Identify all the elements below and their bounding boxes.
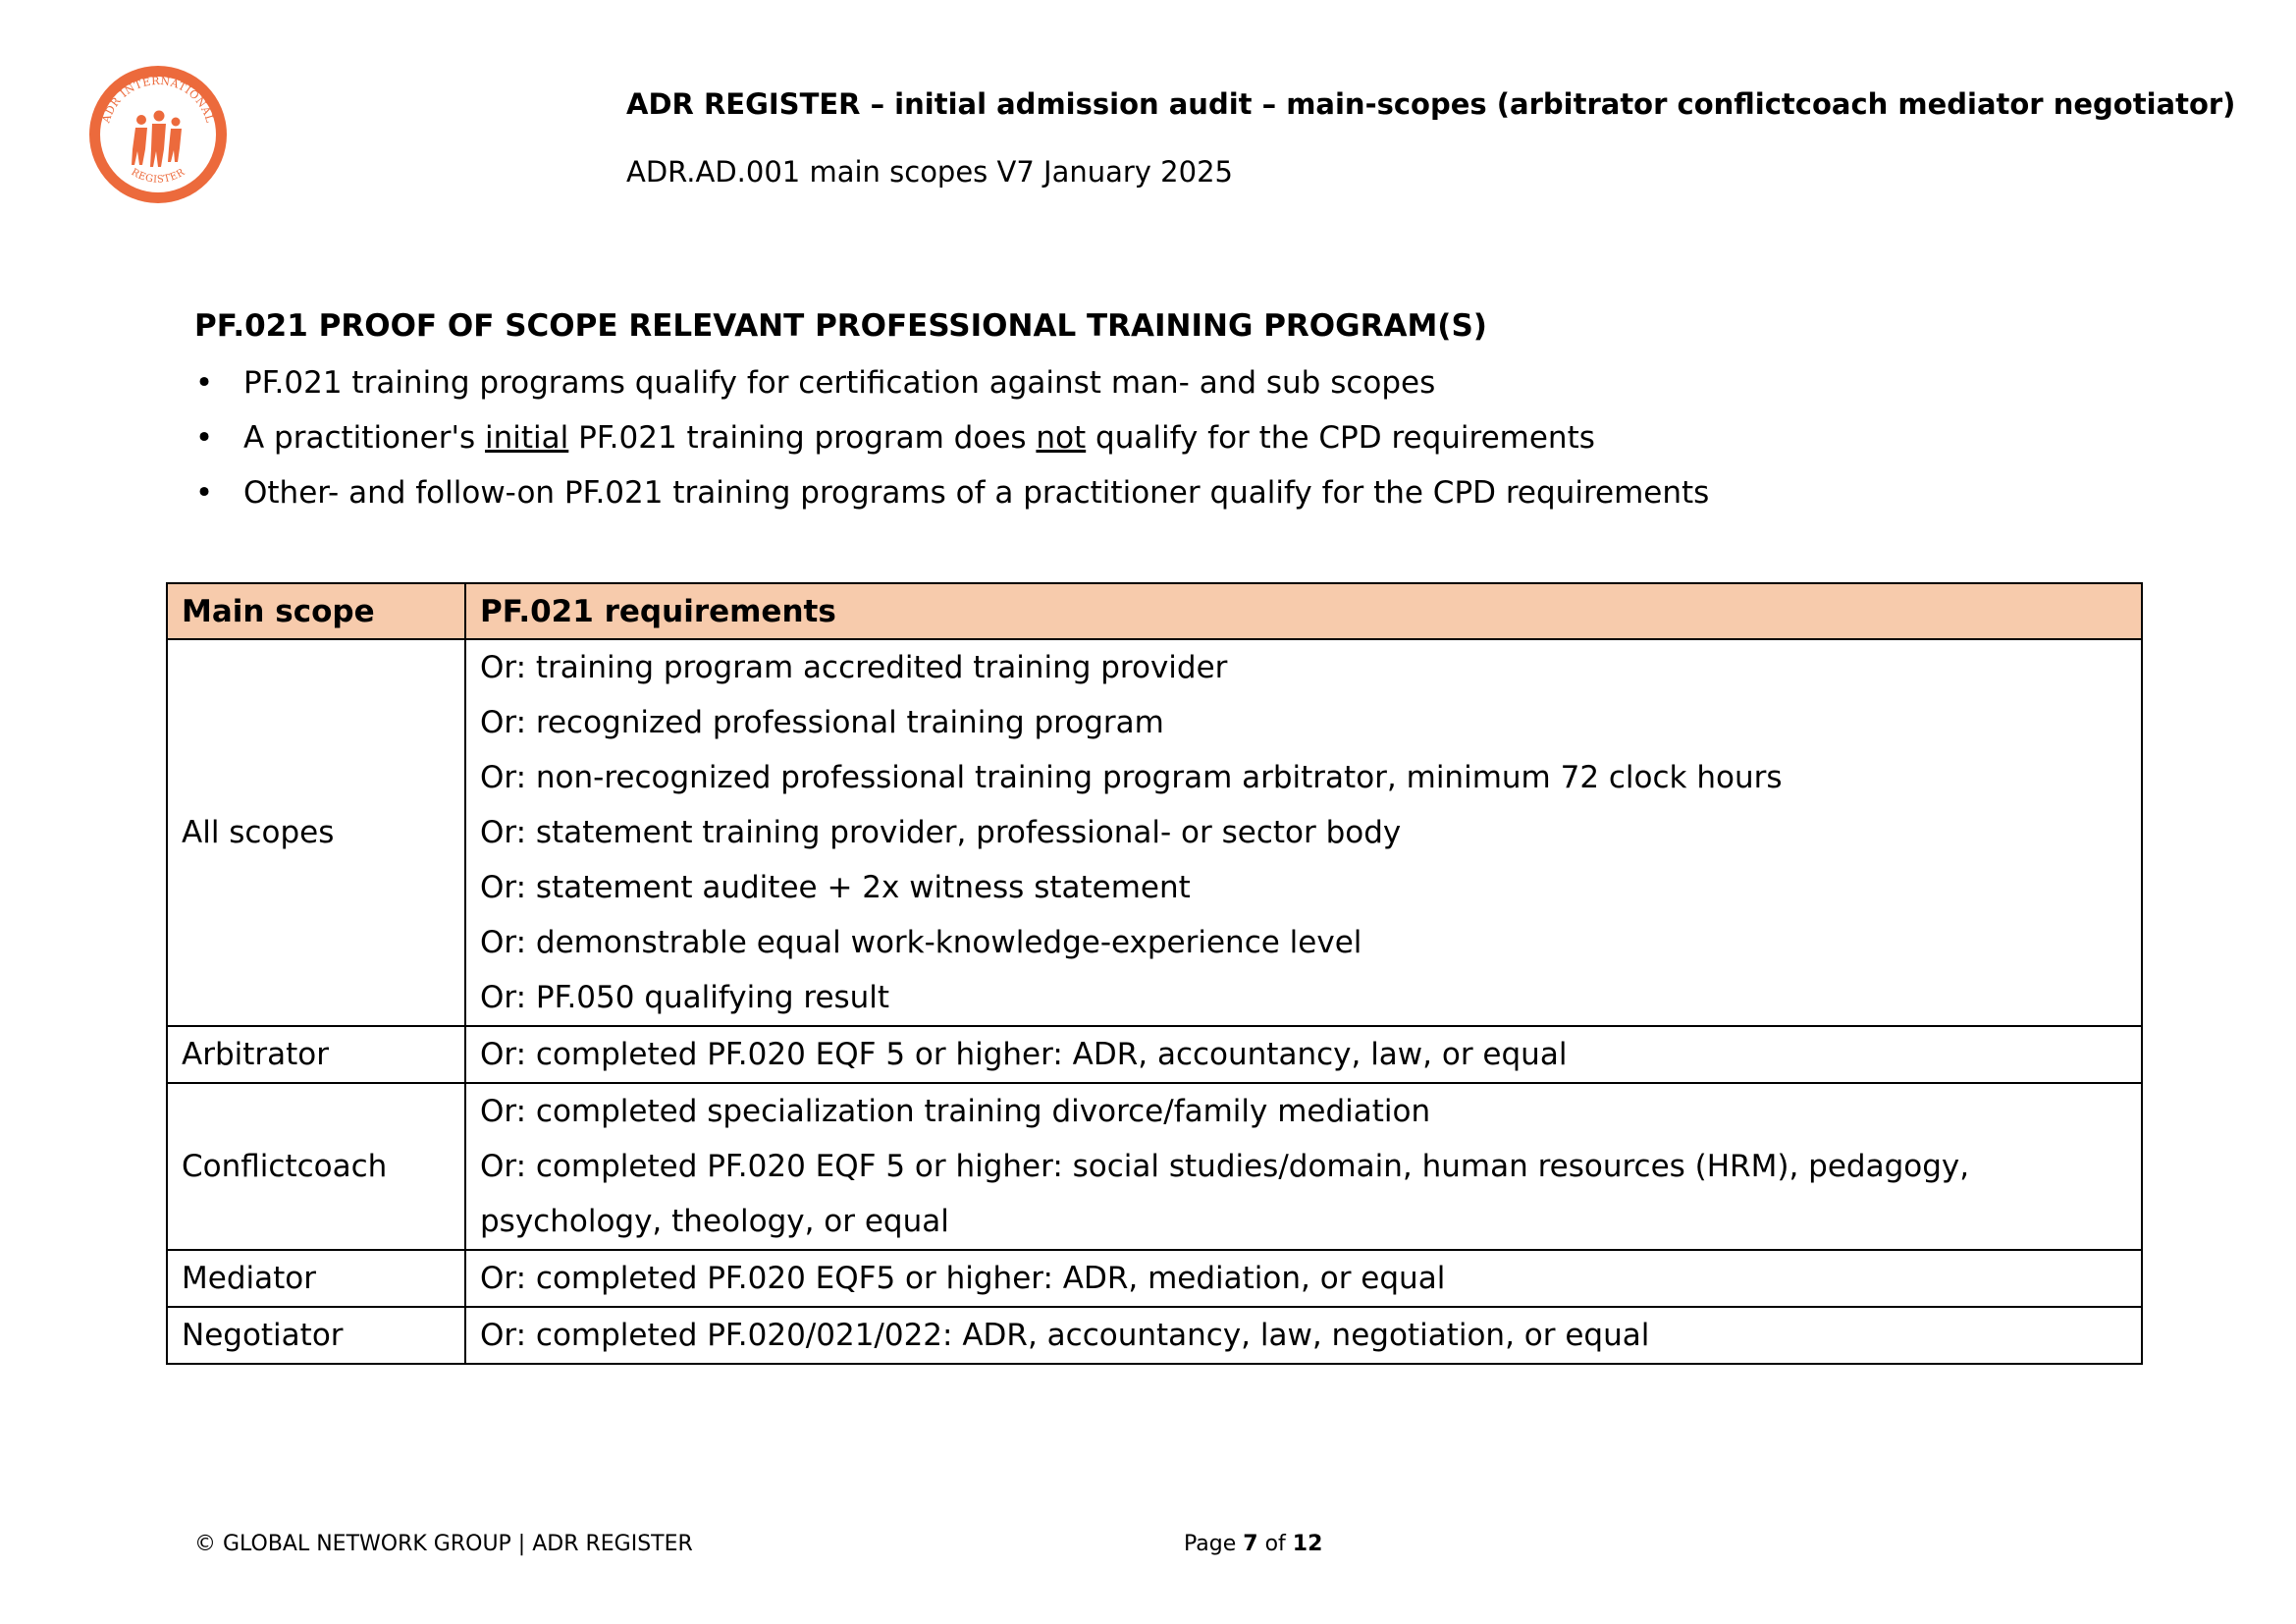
header-subtitle: ADR.AD.001 main scopes V7 January 2025 bbox=[626, 155, 1233, 189]
requirement-line: Or: completed PF.020 EQF5 or higher: ADR, mediation, or equal bbox=[480, 1261, 1446, 1296]
requirements-table bbox=[166, 582, 2143, 1365]
column-header-main-scope: Main scope bbox=[167, 583, 465, 639]
underlined-word-not: not bbox=[1036, 420, 1087, 456]
header-title: ADR REGISTER – initial admission audit – main-scopes (arbitrator conflictcoach mediator negotiator) bbox=[626, 87, 2236, 121]
requirement-line: Or: completed specialization training divorce/family mediation bbox=[480, 1094, 1431, 1129]
requirements-cell bbox=[465, 1083, 2142, 1250]
bullet-icon: • bbox=[194, 420, 214, 456]
requirement-line: Or: PF.050 qualifying result bbox=[480, 980, 890, 1015]
requirement-line: Or: completed PF.020 EQF 5 or higher: ADR, accountancy, law, or equal bbox=[480, 1037, 1568, 1072]
table-row bbox=[167, 639, 2142, 1026]
table-row bbox=[167, 1083, 2142, 1250]
scope-cell: Mediator bbox=[167, 1250, 465, 1307]
scope-cell: Negotiator bbox=[167, 1307, 465, 1364]
bullet-item bbox=[194, 465, 2148, 520]
scope-cell: All scopes bbox=[167, 639, 465, 1026]
requirements-cell bbox=[465, 1026, 2142, 1083]
section-title: PF.021 PROOF OF SCOPE RELEVANT PROFESSIONAL TRAINING PROGRAM(S) bbox=[194, 308, 1487, 344]
requirements-cell bbox=[465, 1307, 2142, 1364]
scope-cell: Conflictcoach bbox=[167, 1083, 465, 1250]
logo-top-text: ADR INTERNATIONAL bbox=[99, 74, 217, 125]
bullet-text-part: qualify for the CPD requirements bbox=[1086, 420, 1595, 456]
bullet-icon: • bbox=[194, 365, 214, 401]
bullet-text: PF.021 training programs qualify for certification against man- and sub scopes bbox=[243, 365, 1436, 401]
bullet-item bbox=[194, 355, 2148, 410]
bullet-text-part: PF.021 training program does bbox=[568, 420, 1037, 456]
requirement-line: Or: completed PF.020 EQF 5 or higher: social studies/domain, human resources (HRM), pedagogy, psychology, theology, or equal bbox=[480, 1149, 1970, 1239]
requirement-line: Or: statement training provider, professional- or sector body bbox=[480, 815, 1402, 850]
requirement-line: Or: training program accredited training provider bbox=[480, 650, 1228, 685]
footer-page-number bbox=[1184, 1532, 1322, 1556]
requirement-line: Or: non-recognized professional training program arbitrator, minimum 72 clock hours bbox=[480, 760, 1783, 795]
bullet-text: Other- and follow-on PF.021 training programs of a practitioner qualify for the CPD requirements bbox=[243, 475, 1710, 511]
bullet-icon: • bbox=[194, 475, 214, 511]
bullet-item bbox=[194, 410, 2148, 465]
requirements-cell bbox=[465, 1250, 2142, 1307]
adr-register-logo bbox=[86, 63, 230, 206]
table-row bbox=[167, 1250, 2142, 1307]
underlined-word-initial: initial bbox=[485, 420, 569, 456]
requirement-line: Or: demonstrable equal work-knowledge-experience level bbox=[480, 925, 1362, 960]
page-current: 7 bbox=[1243, 1532, 1258, 1556]
requirements-cell bbox=[465, 639, 2142, 1026]
page-of: of bbox=[1264, 1532, 1286, 1556]
bullet-list bbox=[194, 355, 2148, 520]
table-header-row bbox=[167, 583, 2142, 639]
section bbox=[194, 308, 2148, 520]
table-row bbox=[167, 1026, 2142, 1083]
scope-cell: Arbitrator bbox=[167, 1026, 465, 1083]
table-row bbox=[167, 1307, 2142, 1364]
logo-bottom-text: REGISTER bbox=[129, 167, 187, 186]
column-header-requirements: PF.021 requirements bbox=[465, 583, 2142, 639]
requirement-line: Or: recognized professional training program bbox=[480, 705, 1164, 740]
page-label: Page bbox=[1184, 1532, 1237, 1556]
requirement-line: Or: completed PF.020/021/022: ADR, accountancy, law, negotiation, or equal bbox=[480, 1318, 1650, 1353]
requirement-line: Or: statement auditee + 2x witness statement bbox=[480, 870, 1191, 905]
page-total: 12 bbox=[1292, 1532, 1323, 1556]
footer-copyright: © GLOBAL NETWORK GROUP | ADR REGISTER bbox=[194, 1532, 693, 1556]
bullet-text-part: A practitioner's bbox=[243, 420, 486, 456]
